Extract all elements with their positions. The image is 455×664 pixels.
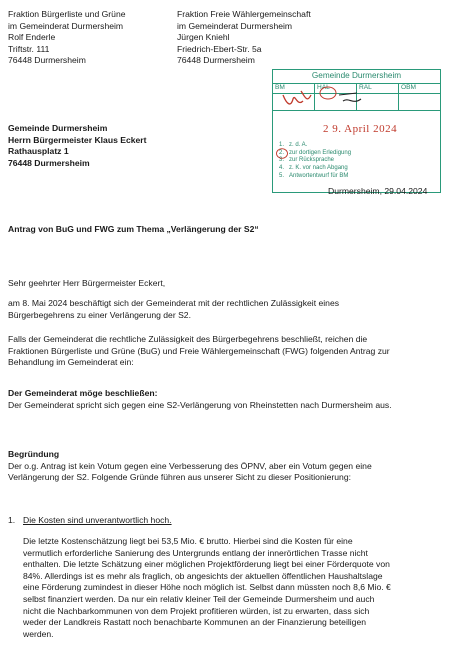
reason-block	[8, 449, 448, 484]
text-line: Die letzte Kostenschätzung liegt bei 53,5 Mio. € brutto. Hierbei sind die Kosten für eine	[23, 536, 353, 546]
sender-line: 76448 Durmersheim	[8, 55, 86, 66]
stamp-option: 1. z. d. A.	[279, 142, 308, 148]
reason-heading: Begründung	[8, 449, 60, 459]
stamp-col-hal: HAL	[315, 84, 357, 110]
sender-line: Fraktion Bürgerliste und Grüne	[8, 9, 126, 19]
text-line: werden.	[23, 628, 54, 639]
stamp-option: 2. zur dortigen Erledigung	[279, 150, 351, 158]
sender-line: Friedrich-Ebert-Str. 5a	[177, 43, 262, 54]
place-date: Durmersheim, 29.04.2024	[328, 186, 428, 196]
stamp-col-ral: RAL	[357, 84, 399, 110]
text-line: weder der Landkreis Rastatt noch benachbarte Kommunen an der Finanzierung beteiligen	[23, 617, 367, 628]
resolution-heading: Der Gemeinderat möge beschließen:	[8, 388, 158, 398]
text-line: selbst finanziert werden. Da nur ein relativ kleiner Teil der Gemeinde Durmersheim und auch	[23, 593, 375, 604]
text-line: enthalten. Die letzte Schätzung einer möglichen Projektförderung liegt bei einer Förderquote von	[23, 559, 390, 570]
sender-line: im Gemeinderat Durmersheim	[177, 20, 293, 31]
sender-line: Triftstr. 111	[8, 43, 50, 54]
recipient-line: Rathausplatz 1	[8, 146, 69, 157]
circle-mark-icon	[276, 148, 290, 160]
stamp-option: 5. Antwortentwurf für BM	[279, 172, 349, 179]
receipt-stamp	[272, 69, 441, 193]
point-number: 1.	[8, 515, 16, 525]
text-line: 84%. Allerdings ist es mehr als fraglich, ob angesichts der aktuellen öffentlichen Haushaltslage	[23, 570, 383, 581]
recipient-line: Gemeinde Durmersheim	[8, 123, 108, 133]
stamp-date: 2 9. April 2024	[323, 123, 398, 135]
subject-line: Antrag von BuG und FWG zum Thema „Verlängerung der S2“	[8, 224, 259, 234]
stamp-option: 3. zur Rücksprache	[279, 157, 335, 164]
sender-line: Jürgen Kniehl	[177, 32, 230, 43]
text-line: am 8. Mai 2024 beschäftigt sich der Gemeinderat mit der rechtlichen Zulässigkeit eines	[8, 298, 340, 308]
salutation: Sehr geehrter Herr Bürgermeister Eckert,	[8, 278, 166, 288]
recipient-address	[8, 123, 147, 169]
sender-right	[177, 9, 311, 67]
point-heading: Die Kosten sind unverantwortlich hoch.	[23, 515, 172, 525]
point-text	[23, 536, 448, 640]
stamp-option: 4. z. K. vor nach Abgang	[279, 165, 348, 172]
stamp-options	[279, 142, 351, 181]
text-line: Behandlung im Gemeinderat ein:	[8, 357, 134, 368]
sender-line: Rolf Enderle	[8, 32, 56, 43]
sender-line: 76448 Durmersheim	[177, 55, 255, 66]
stamp-title: Gemeinde Durmersheim	[311, 71, 402, 80]
text-line: Fraktionen Bürgerliste und Grüne (BuG) und Freie Wählergemeinschaft (FWG) folgenden Antrag zur	[8, 345, 390, 356]
sender-line: im Gemeinderat Durmersheim	[8, 20, 124, 31]
sender-left	[8, 9, 126, 67]
text-line: Der o.g. Antrag ist kein Votum gegen eine Verbesserung des ÖPNV, aber ein Votum gegen eine	[8, 460, 372, 471]
stamp-col-obm: OBM	[401, 84, 417, 91]
paragraph-intro	[8, 298, 448, 321]
sender-line: Fraktion Freie Wählergemeinschaft	[177, 9, 311, 19]
recipient-line: Herrn Bürgermeister Klaus Eckert	[8, 134, 147, 145]
text-line: vermutlich erforderliche Sanierung des Untergrunds entlang der innerörtlichen Trasse nicht	[23, 547, 368, 558]
text-line: eine Förderung zumindest in dieser Höhe noch möglich ist. Selbst dann müssten noch 8,6 Mio. €	[23, 582, 391, 593]
text-line: nicht die Nachbarkommunen von dem Projekt profitieren würden, ist zu erwarten, dass sich	[23, 605, 370, 616]
text-line: Verlängerung der S2. Folgende Gründe führen aus unserer Sicht zu dieser Positionierung:	[8, 472, 352, 483]
handwritten-initials-signature	[273, 83, 440, 109]
recipient-line: 76448 Durmersheim	[8, 157, 90, 168]
text-line: Bürgerbegehrens zu einer Verlängerung der S2.	[8, 309, 191, 320]
paragraph-motion	[8, 334, 448, 369]
resolution-block	[8, 388, 448, 411]
resolution-text: Der Gemeinderat spricht sich gegen eine S2-Verlängerung von Rheinstetten nach Durmersheim aus.	[8, 399, 392, 410]
text-line: Falls der Gemeinderat die rechtliche Zulässigkeit des Bürgerbegehrens beschließt, reichen die	[8, 334, 368, 344]
stamp-col-bm: BM	[273, 84, 315, 110]
